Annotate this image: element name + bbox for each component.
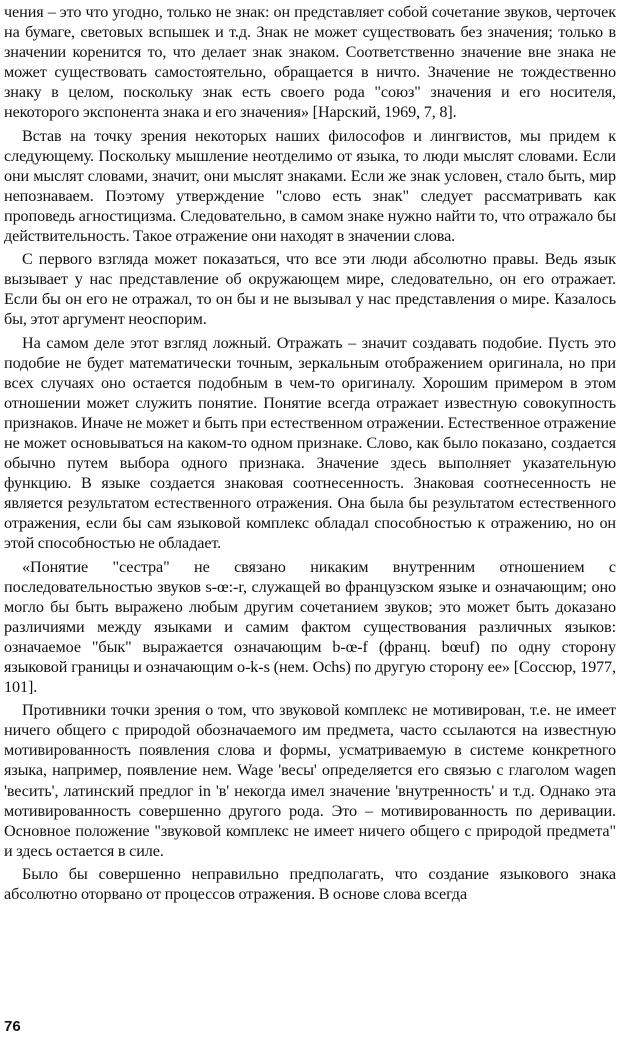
paragraph-1: чения – это что угодно, только не знак: он представляет собой сочетание звуков, черточек на бумаге, световых вспышек и т.д. Знак не может существовать без значения; только в значении коренится то, что делает знак знаком. Соответственно значение вне знака не может существовать самостоятельно, обращается в ничто. Значение не тождественно знаку в целом, поскольку знак есть своего рода "союз" значения и его носителя, некоторого экспонента знака и его значения» [Нарский, 1969, 7, 8]. — [4, 3, 616, 122]
paragraph-4: На самом деле этот взгляд ложный. Отражать – значит создавать подобие. Пусть это подобие не будет математически точным, зеркальным отображением оригинала, но при всех случаях оно остается подобным в чем-то оригиналу. Хорошим примером в этом отношении может служить понятие. Понятие всегда отражает известную совокупность признаков. Иначе не может и быть при естественном отражении. Естественное отражение не может основываться на каком-то одном признаке. Слово, как было показано, создается обычно путем выбора одного признака. Значение здесь выполняет указательную функцию. В языке создается знаковая соотнесенность. Знаковая соотнесенность не является результатом естественного отражения. Она была бы результатом естественного отражения, если бы сам языковой комплекс обладал способностью к отражению, но он этой способностью не обладает. — [4, 333, 616, 553]
page-number: 76 — [4, 1018, 21, 1035]
paragraph-3: С первого взгляда может показаться, что все эти люди абсолютно правы. Ведь язык вызывает у нас представление об окружающем мире, следовательно, он его отражает. Если бы он его не отражал, то он бы и не вызывал у нас представления о мире. Казалось бы, этот аргумент неоспорим. — [4, 250, 616, 329]
paragraph-7: Было бы совершенно неправильно предполагать, что создание языкового знака абсолютно оторвано от процессов отражения. В основе слова всегда — [4, 864, 616, 904]
paragraph-6: Противники точки зрения о том, что звуковой комплекс не мотивирован, т.е. не имеет ничего общего с природой обозначаемого им предмета, часто ссылаются на известную мотивированность появления слова и формы, усматриваемую в системе конкретного языка, например, появление нем. Wage 'весы' определяется его связью с глаголом wagen 'весить', латинский предлог in 'в' некогда имел значение 'внутренность' и т.д. Однако эта мотивированность совершенно другого рода. Это – мотивированность по деривации. Основное положение "звуковой комплекс не имеет ничего общего с природой предмета" и здесь остается в силе. — [4, 701, 616, 860]
paragraph-5-quote: «Понятие "сестра" не связано никаким внутренним отношением с последовательностью звуков s-œ:-r, служащей во французском языке и означающим; оно могло бы быть выражено любым другим сочетанием звуков; это может быть доказано различиями между языками и самим фактом существования различных языков: означаемое "бык" выражается означающим b-œ-f (франц. bœuf) по одну сторону языковой границы и означающим o-k-s (нем. Ochs) по другую сторону ее» [Соссюр, 1977, 101]. — [4, 557, 616, 697]
book-page — [4, 0, 616, 1052]
paragraph-2: Встав на точку зрения некоторых наших философов и лингвистов, мы придем к следующему. Поскольку мышление неотделимо от языка, то люди мыслят словами. Если они мыслят словами, значит, они мыслят знаками. Если же знак условен, стало быть, мир непознаваем. Поэтому утверждение "слово есть знак" следует рассматривать как проповедь агностицизма. Следовательно, в самом знаке нужно найти то, что отражало бы действительность. Такое отражение они находят в значении слова. — [4, 126, 616, 246]
